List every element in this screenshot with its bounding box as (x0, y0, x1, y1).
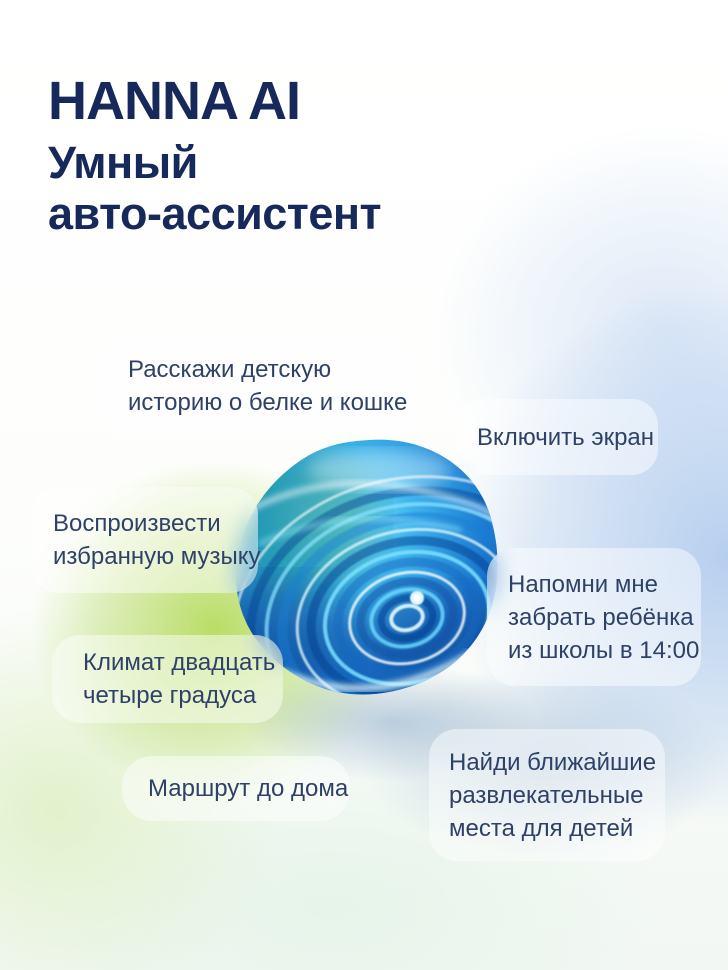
bubble-line: четыре градуса (83, 682, 257, 709)
bubble-reminder-command (487, 548, 701, 686)
bubble-line: Напомни мне (508, 570, 658, 598)
bubble-line: забрать ребёнка (508, 603, 694, 631)
bubble-line: Найди ближайшие (449, 748, 657, 776)
bubble-line: Маршрут до дома (148, 775, 349, 802)
bubble-line: Воспроизвести (53, 510, 221, 537)
subtitle-line2: авто-ассистент (48, 188, 382, 240)
bubble-line: места для детей (449, 814, 634, 842)
bubble-climate-command (52, 635, 283, 723)
bubble-line: Климат двадцать (83, 649, 276, 676)
bubble-route-command (122, 756, 350, 821)
bubble-line: Включить экран (477, 423, 655, 451)
bubble-line: избранную музыку (53, 543, 261, 570)
subtitle-line1: Умный (48, 137, 198, 189)
bubble-line: Расскажи детскую (128, 356, 332, 383)
bubble-line: развлекательные (449, 781, 644, 809)
bubble-music-command (31, 487, 261, 593)
bubble-line: историю о белке и кошке (128, 389, 408, 416)
bubble-line: из школы в 14:00 (508, 636, 700, 664)
bubble-places-command (429, 729, 665, 861)
bubble-story-command (95, 338, 420, 434)
title-block (48, 71, 382, 240)
brand-title: HANNA AI (48, 71, 300, 131)
bubble-screen-on-command (456, 399, 658, 475)
